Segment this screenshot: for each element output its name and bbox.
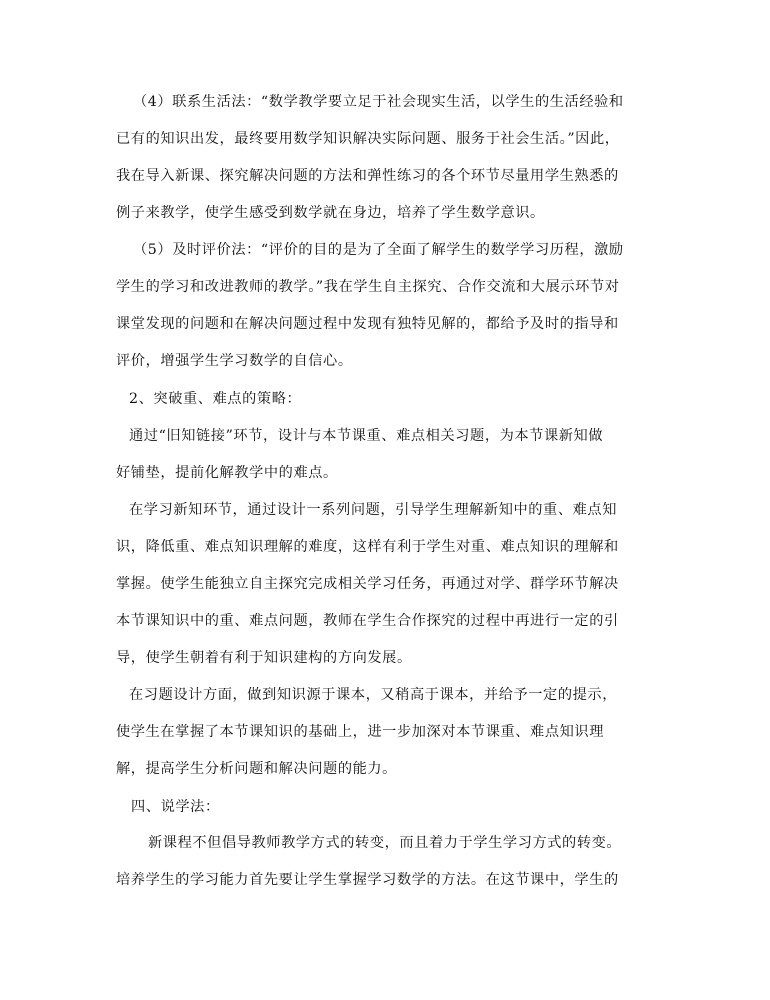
paragraph-line: （5）及时评价法：“评价的目的是为了全面了解学生的数学学习历程，激励 bbox=[133, 242, 624, 258]
paragraph-line: （4）联系生活法：“数学教学要立足于社会现实生活，以学生的生活经验和 bbox=[133, 94, 624, 110]
section-heading: 2、突破重、难点的策略： bbox=[129, 391, 302, 407]
paragraph-line: 好铺垫，提前化解教学中的难点。 bbox=[116, 465, 338, 481]
paragraph-line: 新课程不但倡导教师教学方式的转变，而且着力于学生学习方式的转变。 bbox=[148, 835, 622, 851]
paragraph-line: 我在导入新课、探究解决问题的方法和弹性练习的各个环节尽量用学生熟悉的 bbox=[116, 168, 619, 184]
paragraph-line: 通过“旧知链接”环节，设计与本节课重、难点相关习题，为本节课新知做 bbox=[129, 428, 604, 444]
paragraph-line: 掌握。使学生能独立自主探究完成相关学习任务，再通过对学、群学环节解决 bbox=[116, 576, 619, 592]
paragraph-line: 本节课知识中的重、难点问题，教师在学生合作探究的过程中再进行一定的引 bbox=[116, 613, 619, 629]
paragraph-line: 在学习新知环节，通过设计一系列问题，引导学生理解新知中的重、难点知 bbox=[129, 502, 617, 518]
paragraph-line: 例子来教学，使学生感受到数学就在身边，培养了学生数学意识。 bbox=[116, 205, 545, 221]
paragraph-line: 解，提高学生分析问题和解决问题的能力。 bbox=[116, 761, 397, 777]
paragraph-line: 使学生在掌握了本节课知识的基础上，进一步加深对本节课重、难点知识理 bbox=[116, 724, 604, 740]
paragraph-line: 课堂发现的问题和在解决问题过程中发现有独特见解的，都给予及时的指导和 bbox=[116, 316, 619, 332]
paragraph-line: 识，降低重、难点知识理解的难度，这样有利于学生对重、难点知识的理解和 bbox=[116, 539, 619, 555]
paragraph-line: 培养学生的学习能力首先要让学生掌握学习数学的方法。在这节课中，学生的 bbox=[116, 872, 619, 888]
section-heading: 四、说学法： bbox=[131, 799, 220, 815]
paragraph-line: 学生的学习和改进教师的教学。”我在学生自主探究、合作交流和大展示环节对 bbox=[116, 279, 620, 295]
paragraph-line: 已有的知识出发，最终要用数学知识解决实际问题、服务于社会生活。”因此， bbox=[116, 131, 620, 147]
paragraph-line: 导，使学生朝着有利于知识建构的方向发展。 bbox=[116, 650, 412, 666]
paragraph-line: 在习题设计方面，做到知识源于课本，又稍高于课本，并给予一定的提示， bbox=[129, 687, 617, 703]
paragraph-line: 评价，增强学生学习数学的自信心。 bbox=[116, 353, 353, 369]
